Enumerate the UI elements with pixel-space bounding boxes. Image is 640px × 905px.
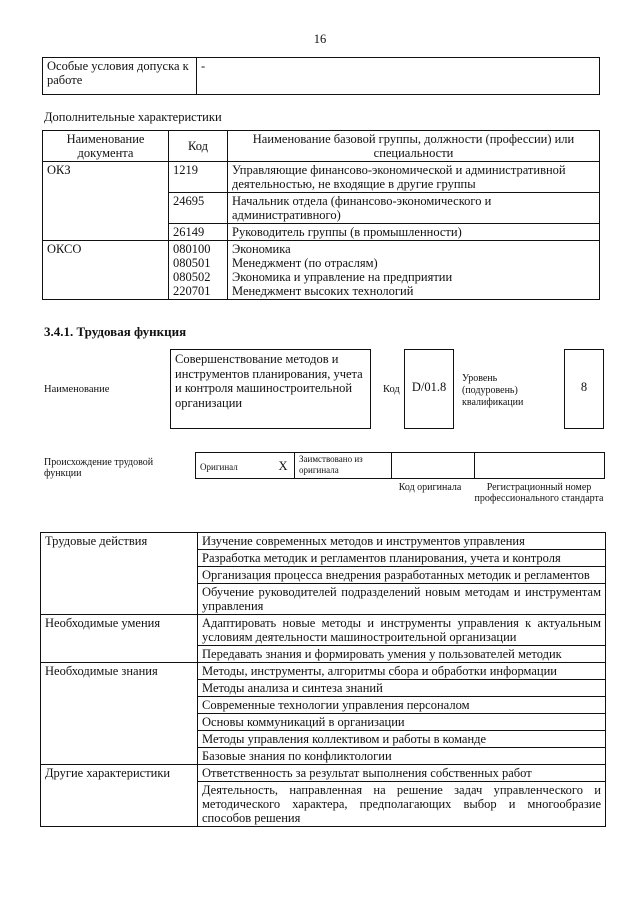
borrowed-label: Заимствовано из оригинала (295, 453, 392, 479)
knowledge-label: Необходимые знания (41, 663, 198, 765)
action-item: Изучение современных методов и инструментов управления (198, 533, 606, 550)
original-label: Оригинал (200, 461, 238, 472)
skill-item: Адаптировать новые методы и инструменты управления к актуальным условиям деятельности машиностроительной организации (198, 615, 606, 646)
other-item: Деятельность, направленная на решение задач управленческого и методического характера, предполагающих выбор и многообразие способов решения (198, 782, 606, 827)
okso-names (228, 241, 600, 300)
extra-characteristics-title: Дополнительные характеристики (44, 110, 222, 124)
okz-code: 1219 (169, 162, 228, 193)
action-item: Обучение руководителей подразделений новым методам и инструментам управления (198, 584, 606, 615)
level-value: 8 (564, 349, 604, 429)
okso-name: Менеджмент высоких технологий (232, 284, 414, 298)
okz-name: Управляющие финансово-экономической и административной деятельностью, не входящие в другие группы (228, 162, 600, 193)
okso-doc: ОКСО (43, 241, 169, 300)
okz-code: 24695 (169, 193, 228, 224)
header-name: Наименование базовой группы, должности (профессии) или специальности (228, 131, 600, 162)
okso-code: 080502 (173, 270, 211, 284)
okz-doc: ОКЗ (43, 162, 169, 241)
header-code: Код (169, 131, 228, 162)
knowledge-item: Методы анализа и синтеза знаний (198, 680, 606, 697)
okso-name: Экономика и управление на предприятии (232, 270, 453, 284)
admission-label: Особые условия допуска к работе (43, 58, 197, 95)
okso-code: 220701 (173, 284, 211, 298)
code-label: Код (383, 384, 400, 395)
okso-name: Менеджмент (по отраслям) (232, 256, 378, 270)
okz-name: Начальник отдела (финансово-экономического и административного) (228, 193, 600, 224)
admission-table (42, 57, 600, 95)
extra-characteristics-table (42, 130, 600, 300)
page-number: 16 (313, 32, 327, 46)
header-doc: Наименование документа (43, 131, 169, 162)
skills-label: Необходимые умения (41, 615, 198, 663)
name-label: Наименование (44, 384, 110, 395)
knowledge-item: Базовые знания по конфликтологии (198, 748, 606, 765)
okso-codes (169, 241, 228, 300)
actions-label: Трудовые действия (41, 533, 198, 615)
reg-number-cell (475, 453, 605, 479)
okz-code: 26149 (169, 224, 228, 241)
function-details-table (40, 532, 606, 827)
origin-table (195, 452, 605, 479)
function-heading: 3.4.1. Трудовая функция (44, 324, 187, 339)
other-label: Другие характеристики (41, 765, 198, 827)
knowledge-item: Основы коммуникаций в организации (198, 714, 606, 731)
okz-name: Руководитель группы (в промышленности) (228, 224, 600, 241)
knowledge-item: Методы, инструменты, алгоритмы сбора и обработки информации (198, 663, 606, 680)
reg-number-caption: Регистрационный номер профессионального стандарта (474, 482, 604, 504)
code-original-cell (392, 453, 475, 479)
function-name: Совершенствование методов и инструментов планирования, учета и контроля машиностроительной организации (170, 349, 371, 429)
admission-value: - (197, 58, 600, 95)
code-original-caption: Код оригинала (398, 482, 462, 493)
original-mark: X (272, 453, 295, 479)
knowledge-item: Современные технологии управления персоналом (198, 697, 606, 714)
level-label: Уровень (подуровень) квалификации (462, 373, 524, 408)
action-item: Организация процесса внедрения разработанных методик и регламентов (198, 567, 606, 584)
action-item: Разработка методик и регламентов планирования, учета и контроля (198, 550, 606, 567)
okso-name: Экономика (232, 242, 291, 256)
function-code: D/01.8 (404, 349, 454, 429)
okso-code: 080501 (173, 256, 211, 270)
knowledge-item: Методы управления коллективом и работы в команде (198, 731, 606, 748)
okso-code: 080100 (173, 242, 211, 256)
origin-label: Происхождение трудовой функции (44, 457, 154, 479)
other-item: Ответственность за результат выполнения собственных работ (198, 765, 606, 782)
skill-item: Передавать знания и формировать умения у пользователей методик (198, 646, 606, 663)
